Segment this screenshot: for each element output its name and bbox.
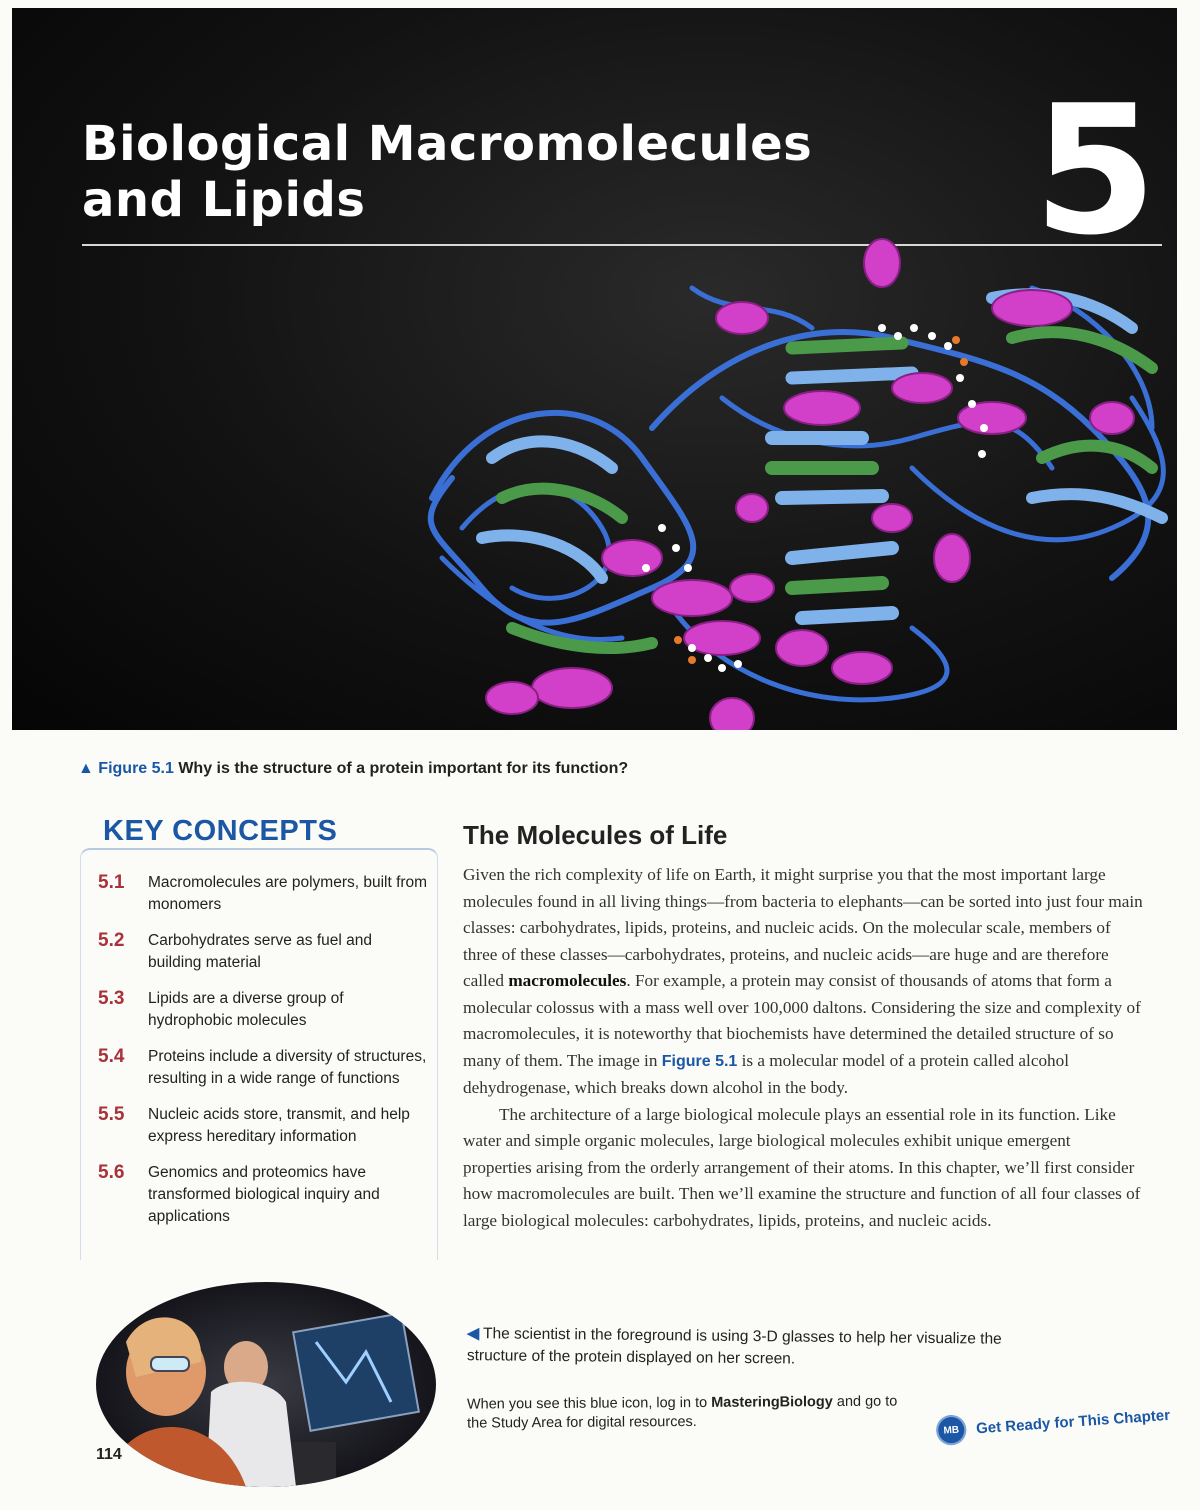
photo-caption-text: The scientist in the foreground is using 3-D glasses to help her visualize the structure of the protein displayed on her screen.: [466, 1325, 1002, 1368]
key-concept-text: Proteins include a diversity of structures, resulting in a wide range of functions: [148, 1048, 427, 1087]
paragraph-text: is a molecular model of a protein called alcohol dehydrogenase, which breaks down alcohol in the body.: [463, 1050, 1070, 1097]
key-concept-text: Genomics and proteomics have transformed biological inquiry and applications: [148, 1164, 380, 1225]
figure-label: Figure 5.1: [98, 760, 174, 777]
key-concept-item: [98, 930, 428, 974]
scientist-photo-illustration: [96, 1282, 436, 1487]
chapter-opener-image: [12, 8, 1177, 730]
key-concept-number: 5.5: [98, 1104, 125, 1125]
scientist-3d-glasses-photo: [96, 1282, 436, 1487]
key-concept-number: 5.2: [98, 930, 125, 951]
key-concept-number: 5.1: [98, 872, 125, 893]
mastering-note-text: and go to the Study Area for digital resources.: [467, 1393, 898, 1432]
left-arrow-icon: ◀: [467, 1325, 480, 1343]
body-paragraph-1: [463, 862, 1143, 1102]
section-heading: The Molecules of Life: [463, 820, 728, 850]
section-body: [463, 862, 1143, 1234]
key-concept-text: Lipids are a diverse group of hydrophobic molecules: [148, 990, 344, 1029]
key-concept-item: [98, 1162, 428, 1228]
key-concept-item: [98, 1104, 428, 1148]
key-concept-number: 5.6: [98, 1162, 125, 1183]
paragraph-text: Given the rich complexity of life on Earth, it might surprise you that the most important large molecules found in all living things—from bacteria to elephants—can be sorted into just four main classes: carbohydrates, lipids, proteins, and nucleic acids. On the molecular scale, members of three of these classes—carbohydrates, proteins, and nucleic acids—are huge and are therefore called: [463, 865, 1143, 990]
key-concept-number: 5.4: [98, 1046, 125, 1067]
figure-caption: [78, 760, 628, 778]
key-term: macromolecules: [508, 971, 627, 990]
key-concept-text: Carbohydrates serve as fuel and building material: [148, 932, 373, 971]
chapter-title: [82, 116, 812, 228]
mastering-note-text: When you see this blue icon, log in to: [466, 1394, 712, 1413]
body-paragraph-2: The architecture of a large biological molecule plays an essential role in its function. Like water and simple organic molecules, large biological molecules exhibit unique emergent properties arising from the orderly arrangement of their atoms. In this chapter, we’ll first consider how macromolecules are built. Then we’ll examine the structure and function of all four classes of large biological molecules: carbohydrates, lipids, proteins, and nucleic acids.: [463, 1104, 1141, 1230]
paragraph-text: . For example, a protein may consist of thousands of atoms that form a molecular colossus with a mass well over 100,000 daltons. Considering the size and complexity of macromolecules, it is noteworthy that biochemists have determined the detailed structure of so many of them. The image in: [463, 971, 1141, 1070]
chapter-title-line-2: and Lipids: [82, 172, 366, 228]
page-number: 114: [96, 1446, 122, 1463]
chapter-title-line-1: Biological Macromolecules: [82, 116, 813, 172]
mastering-biology-icon: MB: [935, 1414, 967, 1446]
key-concepts-heading: KEY CONCEPTS: [103, 815, 338, 847]
key-concept-number: 5.3: [98, 988, 125, 1009]
key-concept-text: Nucleic acids store, transmit, and help express hereditary information: [148, 1106, 410, 1145]
photo-caption: [467, 1323, 1027, 1373]
get-ready-label: Get Ready for This Chapter: [975, 1406, 1171, 1437]
figure-caption-text: Why is the structure of a protein important for its function?: [178, 760, 629, 777]
protein-ribbon-model-illustration: [392, 228, 1177, 730]
figure-reference-link[interactable]: Figure 5.1: [661, 1052, 738, 1070]
key-concept-item: [98, 988, 428, 1032]
key-concept-text: Macromolecules are polymers, built from monomers: [148, 874, 428, 913]
chapter-number: 5: [1033, 67, 1157, 274]
key-concept-item: [98, 1046, 428, 1090]
triangle-up-icon: ▲: [78, 760, 94, 777]
key-concept-item: [98, 872, 428, 916]
get-ready-link[interactable]: [935, 1400, 1171, 1446]
key-concepts-list: [98, 872, 428, 1242]
mastering-biology-note: [467, 1392, 917, 1433]
mastering-brand: MasteringBiology: [711, 1394, 833, 1411]
